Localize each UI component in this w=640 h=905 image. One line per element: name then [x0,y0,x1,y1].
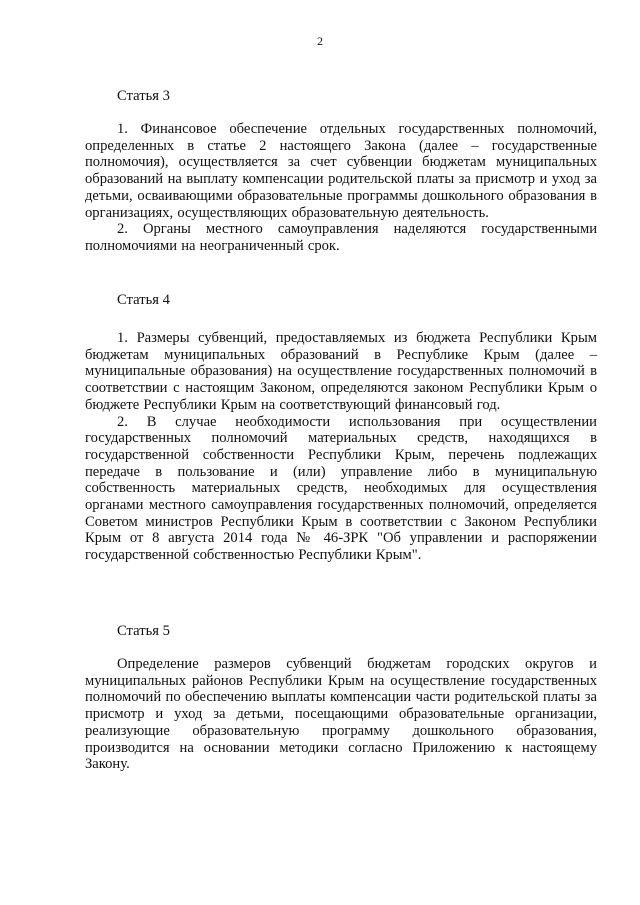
page-number: 2 [317,34,323,48]
article-3-heading: Статья 3 [117,88,170,104]
article-4-heading: Статья 4 [117,292,170,308]
article-5-heading: Статья 5 [117,623,170,639]
article-5-paragraph-1: Определение размеров субвенций бюджетам городских округов и муниципальных районов Республики Крым на осуществление государственных полномочий по обеспечению выплаты компенсации части родительской платы за присмотр и уход за детьми, посещающими образовательные организации, реализующие образовательную программу дошкольного образования, производится на основании методики согласно Приложению к настоящему Закону. [85,656,597,773]
article-4-body [85,330,597,564]
article-3-paragraph-2: 2. Органы местного самоуправления наделяются государственными полномочиями на неограниченный срок. [85,221,597,254]
article-5-body [85,656,597,773]
article-3-paragraph-1: 1. Финансовое обеспечение отдельных государственных полномочий, определенных в статье 2 настоящего Закона (далее – государственные полномочия), осуществляется за счет субвенции бюджетам муниципальных образований на выплату компенсации родительской платы за присмотр и уход за детьми, осваивающими образовательные программы дошкольного образования в организациях, осуществляющих образовательную деятельность. [85,121,597,221]
article-4-paragraph-1: 1. Размеры субвенций, предоставляемых из бюджета Республики Крым бюджетам муниципальных образований в Республике Крым (далее – муниципальные образования) на осуществление государственных полномочий в соответствии с настоящим Законом, определяются законом Республики Крым о бюджете Республики Крым на соответствующий финансовый год. [85,330,597,413]
article-4-paragraph-2: 2. В случае необходимости использования при осуществлении государственных полномочий материальных средств, находящихся в государственной собственности Республики Крым, перечень подлежащих передаче в пользование и (или) управление либо в муниципальную собственность материальных средств, необходимых для осуществления органами местного самоуправления государственных полномочий, определяется Советом министров Республики Крым в соответствии с Законом Республики Крым от 8 августа 2014 года № 46-ЗРК "Об управлении и распоряжении государственной собственностью Республики Крым". [85,413,597,564]
article-3-body [85,121,597,255]
